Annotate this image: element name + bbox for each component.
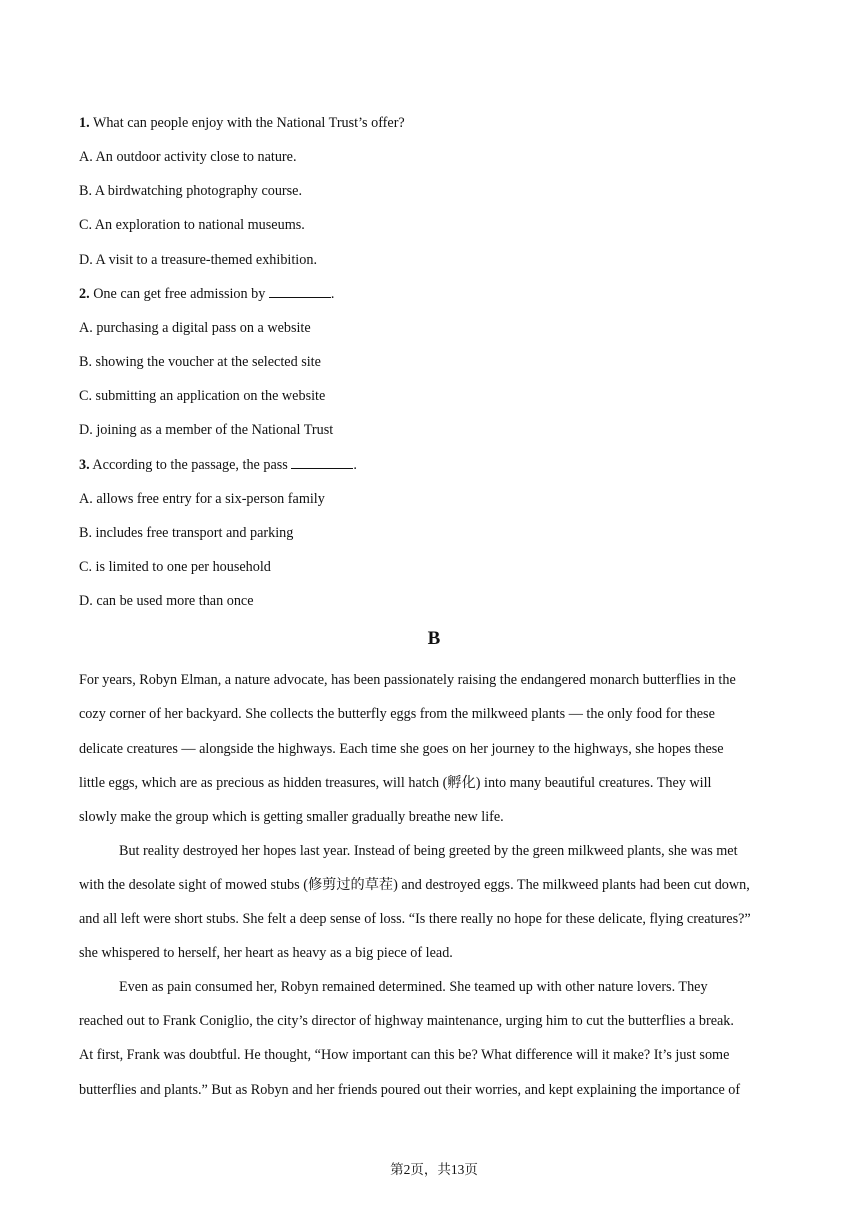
passage-line: butterflies and plants.” But as Robyn and her friends poured out their worries, and kept explaining the importance of [79,1082,741,1098]
passage-line: Even as pain consumed her, Robyn remained determined. She teamed up with other nature lovers. They [119,979,708,995]
question-2-option-c[interactable]: C. submitting an application on the website [79,388,326,404]
passage-line: At first, Frank was doubtful. He thought, “How important can this be? What difference will it make? It’s just some [79,1047,730,1063]
question-2-option-a[interactable]: A. purchasing a digital pass on a website [79,320,311,336]
question-1-number: 1 [79,115,87,131]
question-2-stem: 2. One can get free admission by . [79,286,335,302]
page-footer: 第2页，共13页 [390,1162,478,1177]
question-1-option-c[interactable]: C. An exploration to national museums. [79,217,305,233]
question-3-option-a[interactable]: A. allows free entry for a six-person family [79,491,325,507]
passage-line: For years, Robyn Elman, a nature advocate, has been passionately raising the endangered monarch butterflies in the [79,672,736,688]
question-2-number: 2 [79,286,87,302]
question-1-text: What can people enjoy with the National Trust’s offer? [92,115,405,131]
question-2-option-b[interactable]: B. showing the voucher at the selected site [79,354,321,370]
passage-line: But reality destroyed her hopes last year. Instead of being greeted by the green milkweed plants, she was met [119,843,738,859]
question-2-option-d[interactable]: D. joining as a member of the National Trust [79,422,334,438]
passage-line: little eggs, which are as precious as hidden treasures, will hatch (孵化) into many beautiful creatures. They will [79,775,712,791]
passage-line: cozy corner of her backyard. She collects the butterfly eggs from the milkweed plants — the only food for these [79,706,715,722]
question-1-option-a[interactable]: A. An outdoor activity close to nature. [79,149,297,165]
question-1-option-b[interactable]: B. A birdwatching photography course. [79,183,303,199]
answer-blank [269,285,331,298]
passage-line: and all left were short stubs. She felt a deep sense of loss. “Is there really no hope for these delicate, flying creatures?” [79,911,751,927]
question-2-text: One can get free admission by [93,286,266,302]
passage-line: delicate creatures — alongside the highways. Each time she goes on her journey to the highways, she hopes these [79,741,724,757]
question-3-text: According to the passage, the pass [92,457,288,473]
passage-line: with the desolate sight of mowed stubs (修剪过的草茬) and destroyed eggs. The milkweed plants had been cut down, [79,877,750,893]
question-3-end: . [353,457,357,473]
question-3-option-d[interactable]: D. can be used more than once [79,593,254,609]
passage-line: she whispered to herself, her heart as heavy as a big piece of lead. [79,945,453,961]
question-1-stem: 1. What can people enjoy with the National Trust’s offer? [79,115,405,131]
question-3-stem: 3. According to the passage, the pass . [79,457,357,473]
question-2-end: . [330,286,335,302]
question-3-option-b[interactable]: B. includes free transport and parking [79,525,294,541]
passage-line: reached out to Frank Coniglio, the city’s director of highway maintenance, urging him to cut the butterflies a break. [79,1013,734,1029]
question-1-option-d[interactable]: D. A visit to a treasure-themed exhibition. [79,252,317,268]
question-3-number: 3 [79,457,87,473]
section-title: B [427,628,441,649]
answer-blank [291,456,353,469]
passage-line: slowly make the group which is getting smaller gradually breathe new life. [79,809,504,825]
question-3-option-c[interactable]: C. is limited to one per household [79,559,271,575]
